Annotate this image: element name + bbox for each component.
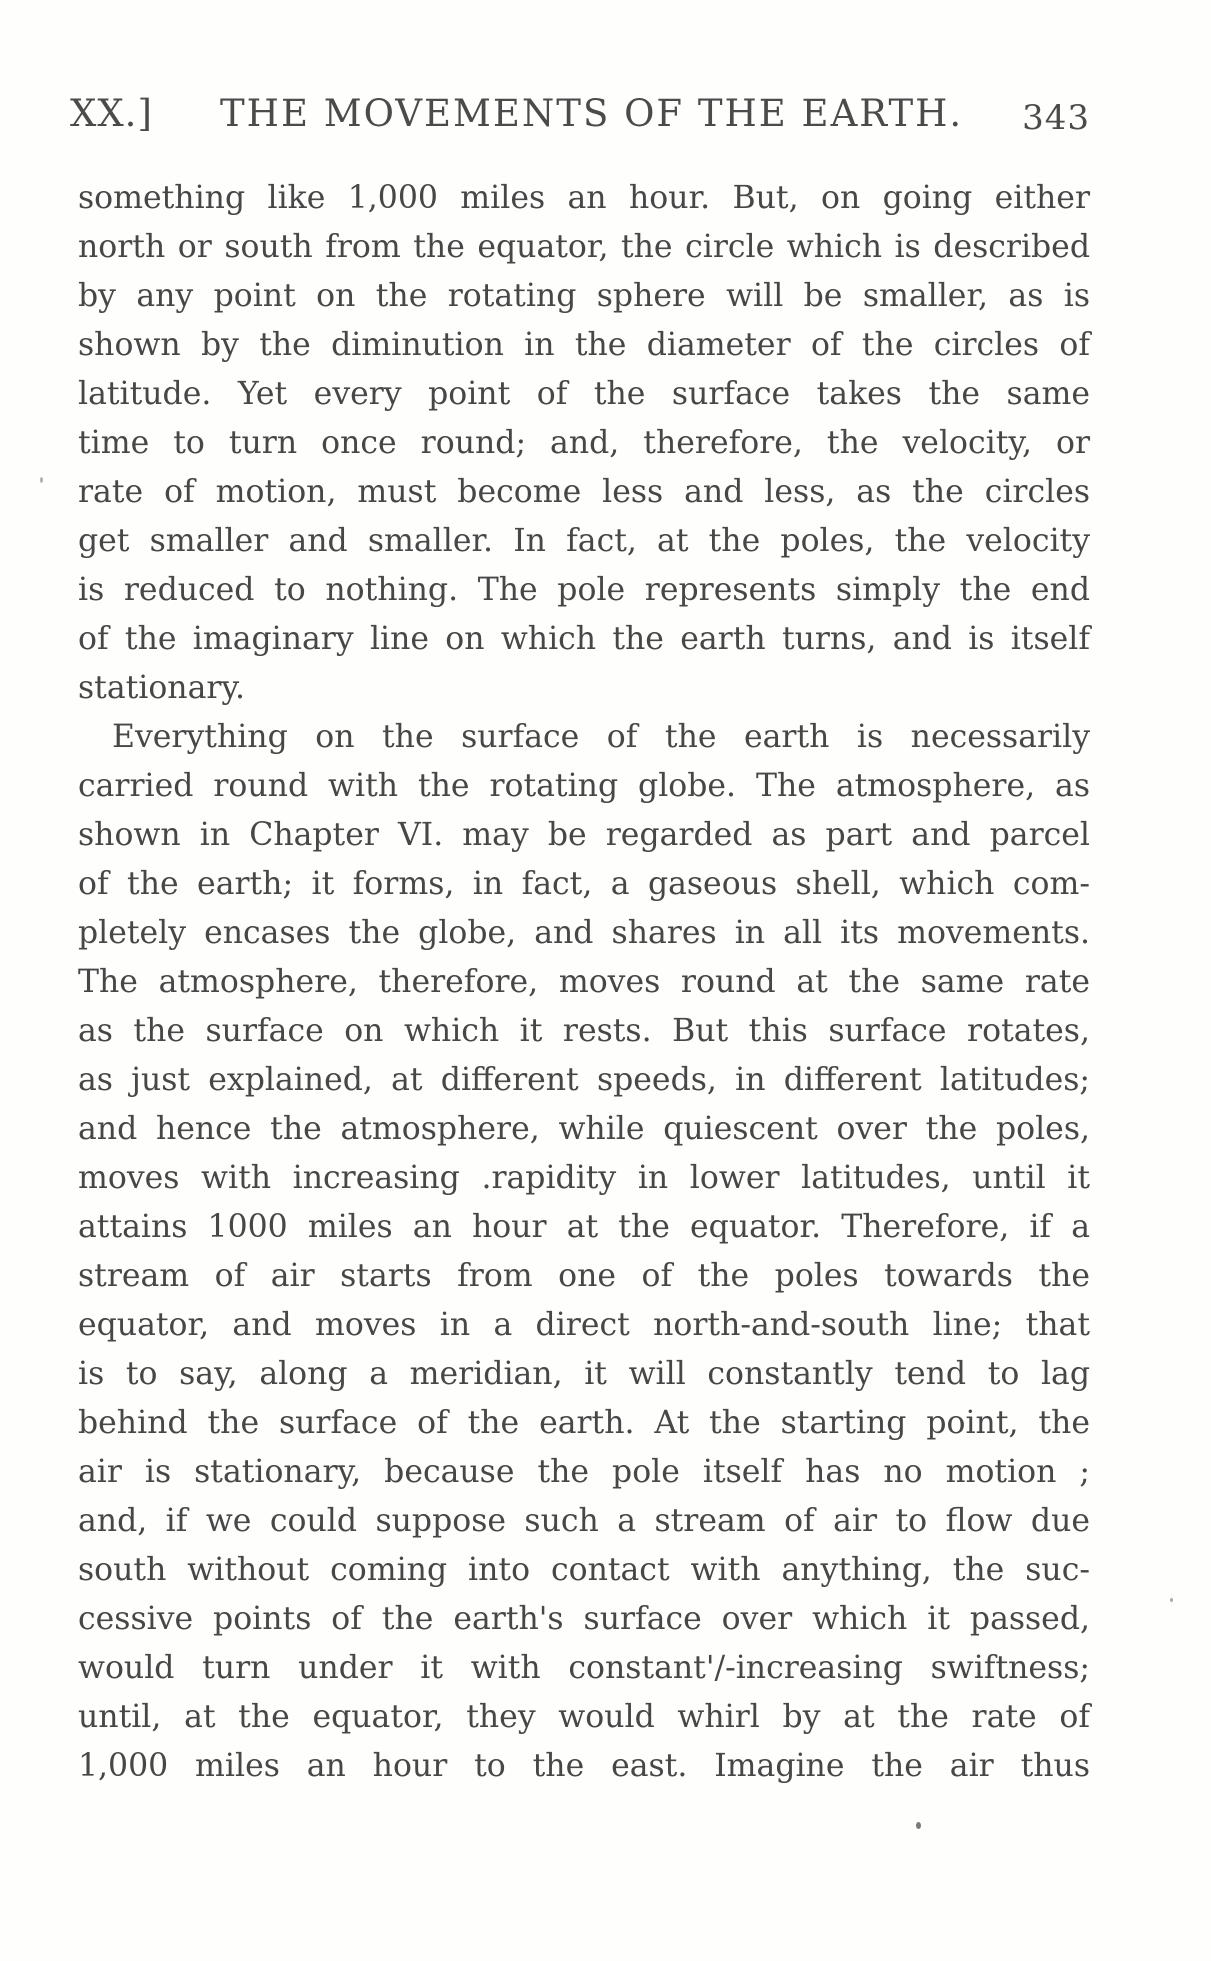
text-line: moves with increasing .rapidity in lower latitudes, until it	[78, 1160, 1090, 1196]
ink-speck	[40, 477, 43, 483]
text-line: as the surface on which it rests. But this surface rotates,	[78, 1013, 1090, 1049]
text-line: shown by the diminution in the diameter of the circles of	[78, 327, 1090, 363]
text-line: something like 1,000 miles an hour. But, on going either	[78, 180, 1090, 216]
paragraph-1	[78, 174, 1090, 713]
text-line: is reduced to nothing. The pole represents simply the end	[78, 572, 1090, 608]
text-line: of the imaginary line on which the earth turns, and is itself	[78, 621, 1090, 657]
text-line: cessive points of the earth's surface over which it passed,	[78, 1601, 1090, 1637]
text-line: by any point on the rotating sphere will be smaller, as is	[78, 278, 1090, 314]
chapter-marker: XX.]	[70, 92, 153, 135]
text-line: shown in Chapter VI. may be regarded as part and parcel	[78, 817, 1090, 853]
running-header	[70, 92, 1090, 142]
page-number: 343	[1022, 98, 1090, 138]
text-line: latitude. Yet every point of the surface takes the same	[78, 376, 1090, 412]
text-line: until, at the equator, they would whirl by at the rate of	[78, 1699, 1090, 1735]
text-line: time to turn once round; and, therefore, the velocity, or	[78, 425, 1090, 461]
text-line: stream of air starts from one of the poles towards the	[78, 1258, 1090, 1294]
text-line: pletely encases the globe, and shares in all its movements.	[78, 915, 1090, 951]
paragraph-2	[78, 713, 1090, 1791]
text-line: attains 1000 miles an hour at the equator. Therefore, if a	[78, 1209, 1090, 1245]
text-line: The atmosphere, therefore, moves round at the same rate	[78, 964, 1090, 1000]
ink-speck	[916, 1822, 921, 1829]
ink-speck	[1170, 1598, 1173, 1602]
text-line: get smaller and smaller. In fact, at the poles, the velocity	[78, 523, 1090, 559]
text-line: would turn under it with constant'/-increasing swiftness;	[78, 1650, 1090, 1686]
text-line: south without coming into contact with anything, the suc-	[78, 1552, 1090, 1588]
text-line: Everything on the surface of the earth is necessarily	[112, 719, 1090, 755]
text-line: is to say, along a meridian, it will constantly tend to lag	[78, 1356, 1090, 1392]
text-line: and, if we could suppose such a stream of air to flow due	[78, 1503, 1090, 1539]
text-line: rate of motion, must become less and less, as the circles	[78, 474, 1090, 510]
text-line: north or south from the equator, the circle which is described	[78, 229, 1090, 265]
body-text	[78, 174, 1090, 1791]
text-line: stationary.	[78, 670, 246, 706]
text-line: carried round with the rotating globe. The atmosphere, as	[78, 768, 1090, 804]
text-line: air is stationary, because the pole itself has no motion ;	[78, 1454, 1090, 1490]
text-line: of the earth; it forms, in fact, a gaseous shell, which com-	[78, 866, 1090, 902]
text-line: as just explained, at different speeds, in different latitudes;	[78, 1062, 1090, 1098]
text-line: behind the surface of the earth. At the starting point, the	[78, 1405, 1090, 1441]
text-line: and hence the atmosphere, while quiescent over the poles,	[78, 1111, 1090, 1147]
running-title: THE MOVEMENTS OF THE EARTH.	[220, 92, 964, 135]
text-line: equator, and moves in a direct north-and-south line; that	[78, 1307, 1090, 1343]
text-line: 1,000 miles an hour to the east. Imagine the air thus	[78, 1748, 1090, 1784]
